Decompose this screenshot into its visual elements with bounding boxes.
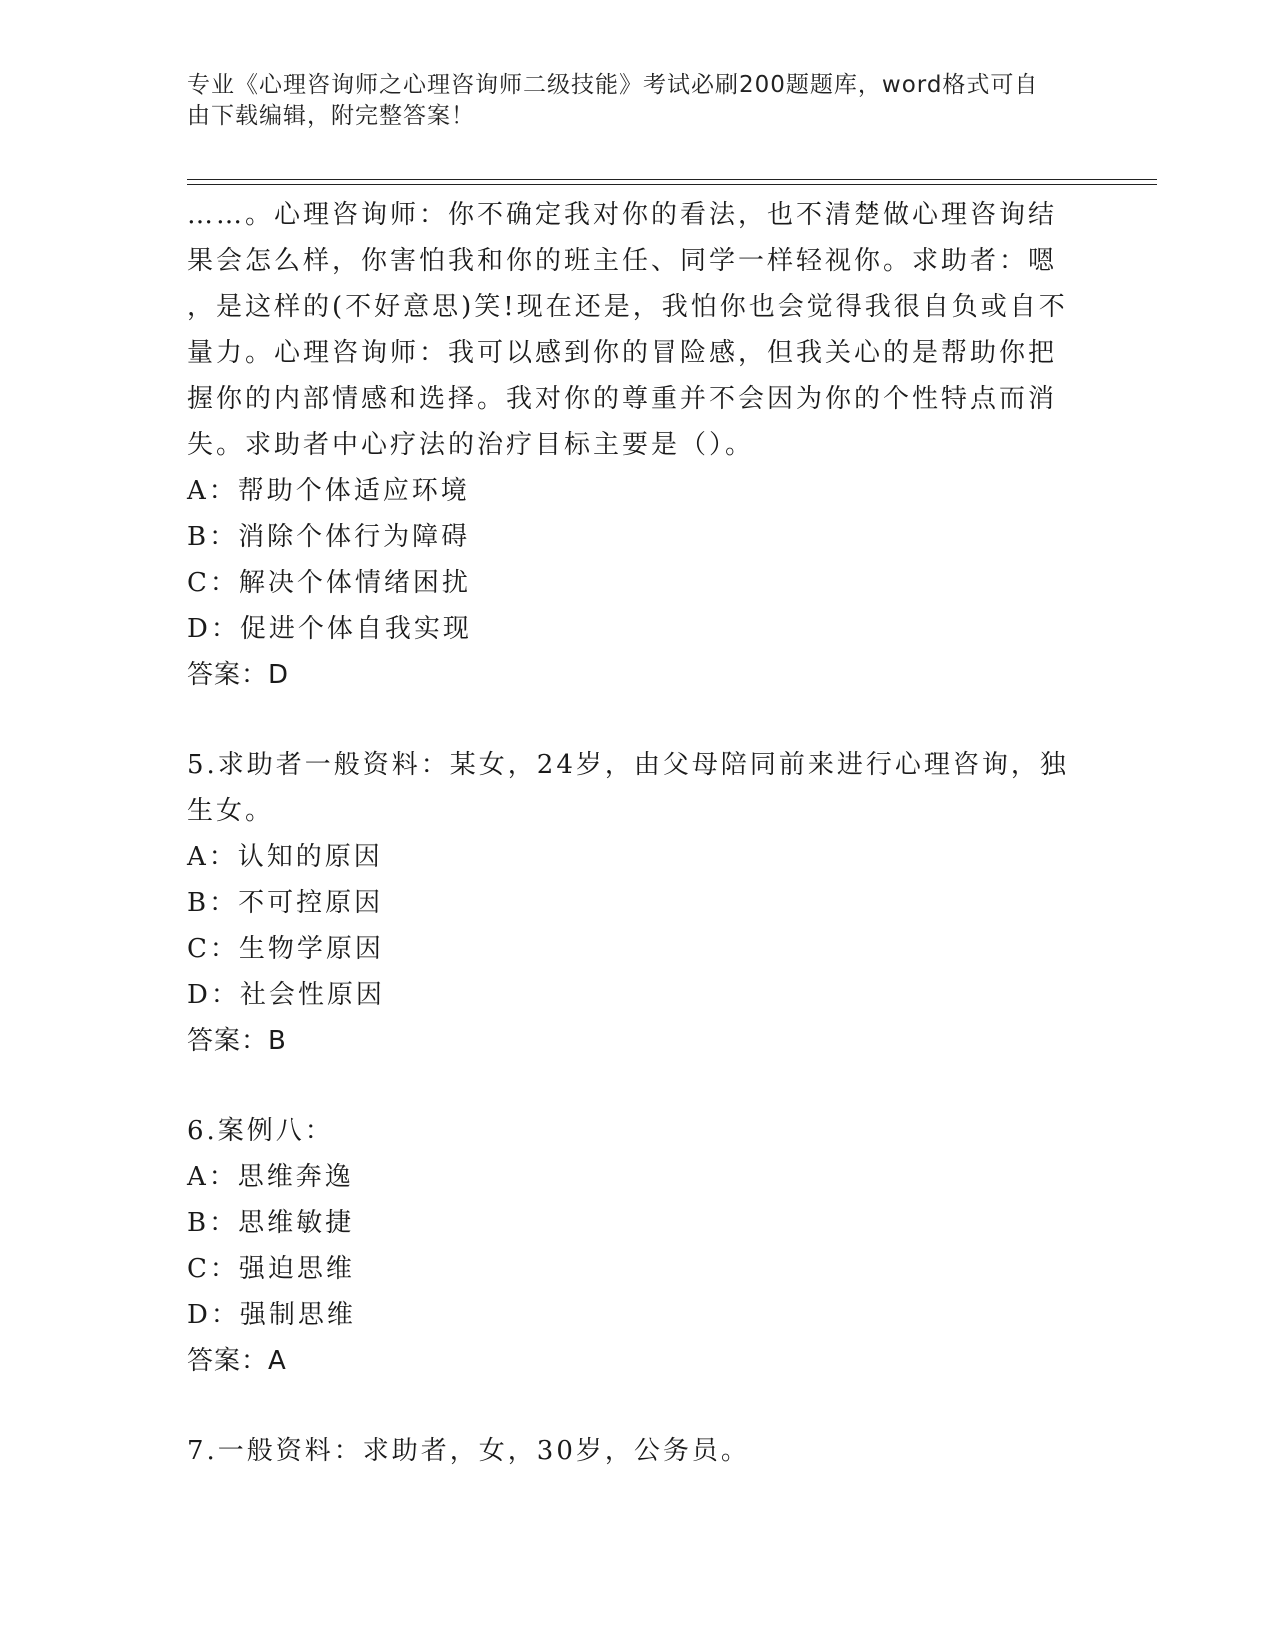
spacer xyxy=(187,698,1077,742)
question-text-line: 量力。心理咨询师：我可以感到你的冒险感，但我关心的是帮助你把 xyxy=(187,338,1058,368)
option-b: B：不可控原因 xyxy=(187,888,384,918)
option-a: A：认知的原因 xyxy=(187,842,383,872)
question-text-line: ……。心理咨询师：你不确定我对你的看法，也不清楚做心理咨询结 xyxy=(187,200,1058,230)
header-divider-top xyxy=(187,179,1157,180)
option-b: B：思维敏捷 xyxy=(187,1208,355,1238)
question-7 xyxy=(187,1428,1077,1474)
option-a: A：帮助个体适应环境 xyxy=(187,476,470,506)
question-text-line: ，是这样的(不好意思)笑!现在还是，我怕你也会觉得我很自负或自不 xyxy=(187,292,1068,322)
header-line-2: 由下载编辑，附完整答案！ xyxy=(187,103,475,129)
spacer xyxy=(187,1384,1077,1428)
question-text-line: 7.一般资料：求助者，女，30岁，公务员。 xyxy=(187,1436,750,1466)
option-d: D：社会性原因 xyxy=(187,980,385,1010)
answer-line: 答案：D xyxy=(187,660,290,690)
header-line-1: 专业《心理咨询师之心理咨询师二级技能》考试必刷200题题库，word格式可自 xyxy=(187,72,1039,98)
document-body xyxy=(187,192,1077,1474)
question-4 xyxy=(187,192,1077,698)
header-divider-bottom xyxy=(187,184,1157,185)
option-d: D：促进个体自我实现 xyxy=(187,614,472,644)
question-text-line: 6.案例八： xyxy=(187,1116,334,1146)
option-c: C：解决个体情绪困扰 xyxy=(187,568,471,598)
option-d: D：强制思维 xyxy=(187,1300,356,1330)
question-6 xyxy=(187,1108,1077,1384)
question-text-line: 失。求助者中心疗法的治疗目标主要是（）。 xyxy=(187,430,755,460)
question-text-line: 果会怎么样，你害怕我和你的班主任、同学一样轻视你。求助者：嗯 xyxy=(187,246,1058,276)
question-text-line: 5.求助者一般资料：某女，24岁，由父母陪同前来进行心理咨询，独 xyxy=(187,750,1069,780)
document-header xyxy=(187,70,1067,132)
answer-line: 答案：A xyxy=(187,1346,287,1376)
answer-line: 答案：B xyxy=(187,1026,287,1056)
spacer xyxy=(187,1064,1077,1108)
question-text-line: 握你的内部情感和选择。我对你的尊重并不会因为你的个性特点而消 xyxy=(187,384,1058,414)
question-5 xyxy=(187,742,1077,1064)
option-c: C：强迫思维 xyxy=(187,1254,355,1284)
option-b: B：消除个体行为障碍 xyxy=(187,522,471,552)
question-text-line: 生女。 xyxy=(187,796,275,826)
option-c: C：生物学原因 xyxy=(187,934,384,964)
option-a: A：思维奔逸 xyxy=(187,1162,354,1192)
